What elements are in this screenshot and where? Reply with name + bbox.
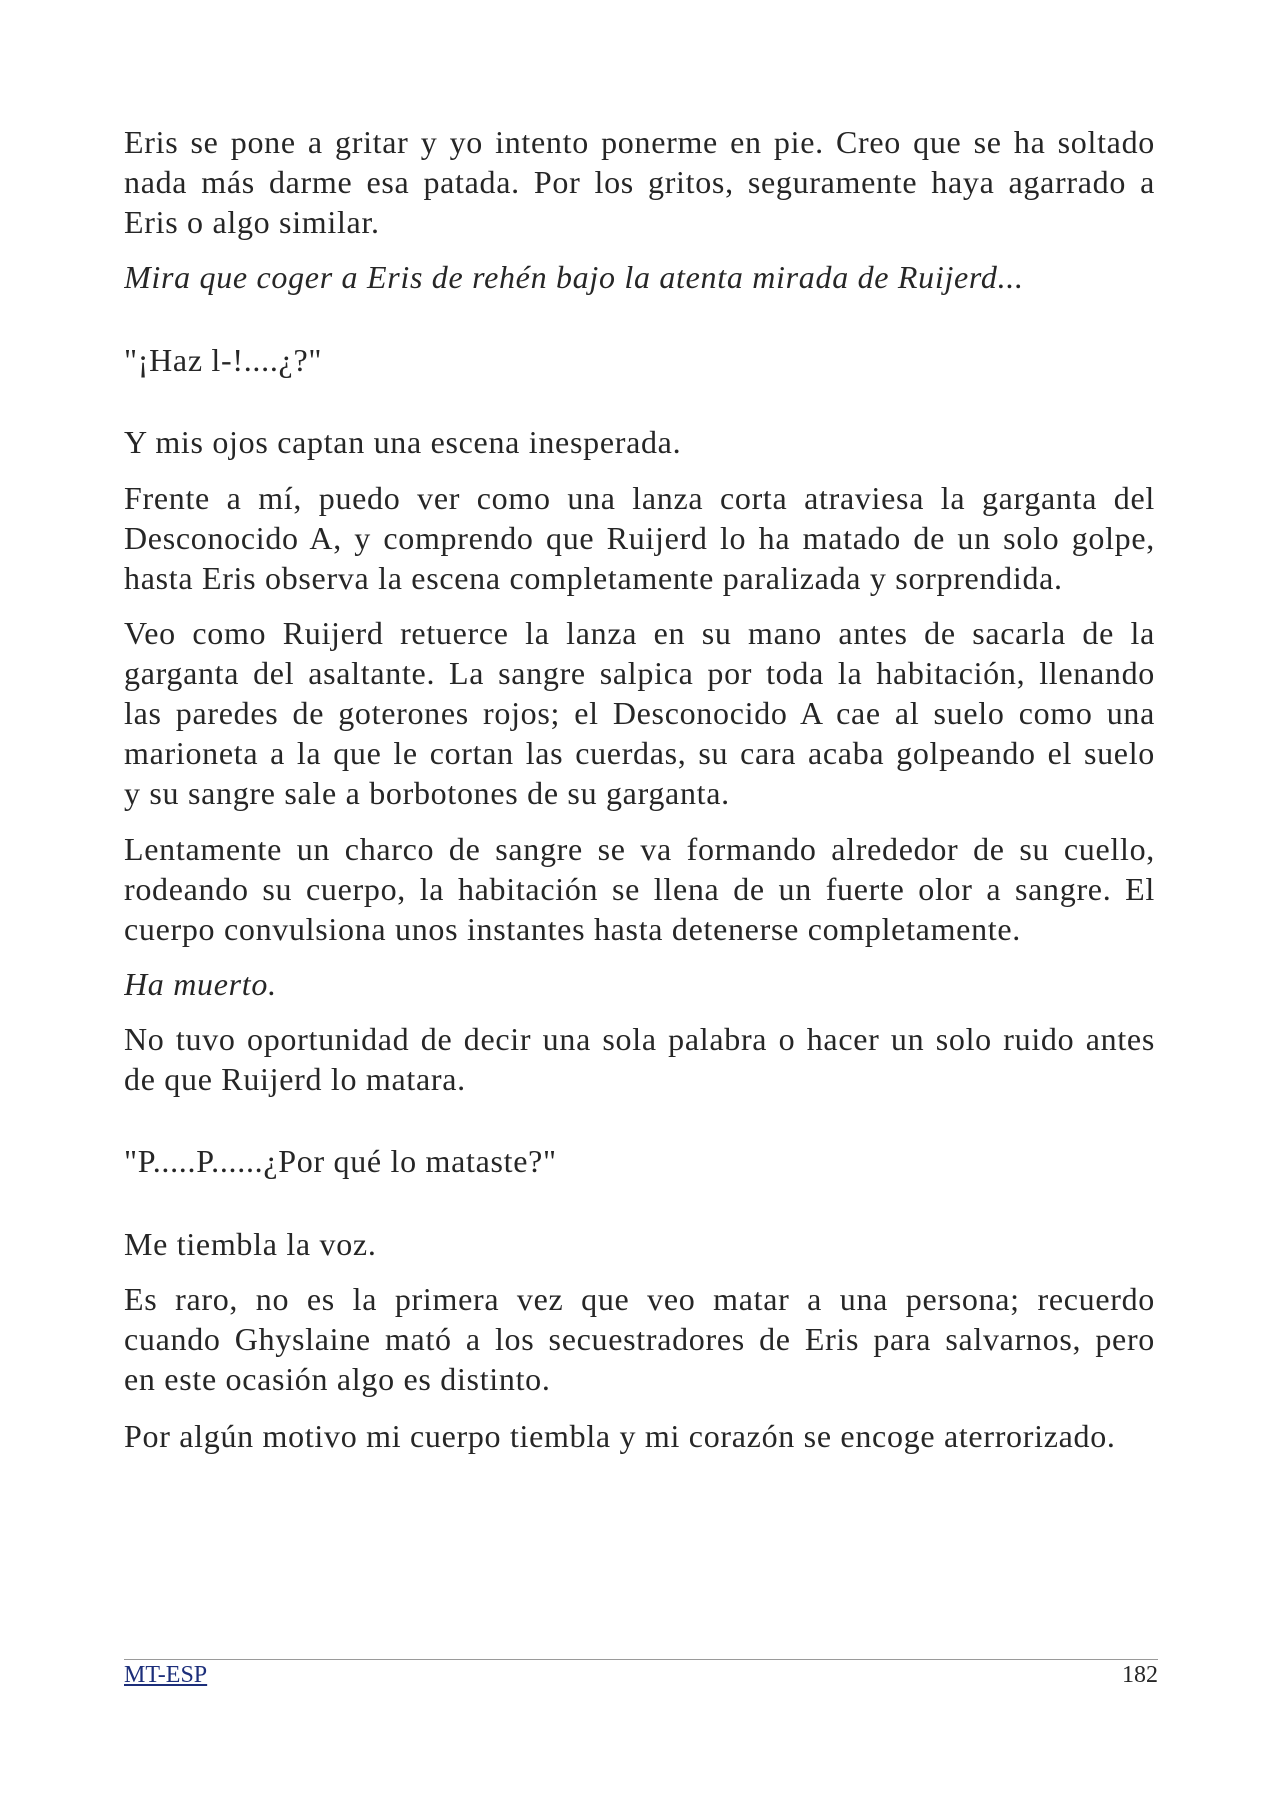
paragraph	[124, 1224, 1155, 1264]
text-line: en este ocasión algo es distinto.	[124, 1361, 551, 1397]
text-line: garganta del asaltante. La sangre salpica por toda la habitación, llenando	[124, 655, 1155, 691]
paragraph	[124, 1019, 1155, 1099]
text-line: No tuvo oportunidad de decir una sola palabra o hacer un solo ruido antes	[124, 1021, 1155, 1057]
footer-rule	[124, 1659, 1158, 1660]
dialogue-line	[124, 340, 1155, 380]
paragraph	[124, 122, 1155, 242]
text-line: Me tiembla la voz.	[124, 1226, 377, 1262]
paragraph	[124, 1279, 1155, 1399]
text-line: Veo como Ruijerd retuerce la lanza en su mano antes de sacarla de la	[124, 615, 1155, 651]
text-line: Es raro, no es la primera vez que veo matar a una persona; recuerdo	[124, 1281, 1155, 1317]
paragraph	[124, 478, 1155, 598]
text-line: Eris o algo similar.	[124, 204, 380, 240]
text-line: rodeando su cuerpo, la habitación se llena de un fuerte olor a sangre. El	[124, 871, 1155, 907]
paragraph	[124, 1416, 1155, 1456]
text-line: "P.....P......¿Por qué lo mataste?"	[124, 1143, 557, 1179]
text-line: y su sangre sale a borbotones de su garganta.	[124, 775, 730, 811]
text-line: Mira que coger a Eris de rehén bajo la atenta mirada de Ruijerd...	[124, 259, 1024, 295]
text-line: Por algún motivo mi cuerpo tiembla y mi corazón se encoge aterrorizado.	[124, 1418, 1116, 1454]
text-line: las paredes de goterones rojos; el Desconocido A cae al suelo como una	[124, 695, 1155, 731]
text-line: nada más darme esa patada. Por los gritos, seguramente haya agarrado a	[124, 164, 1155, 200]
italic-thought	[124, 964, 1155, 1004]
text-line: Desconocido A, y comprendo que Ruijerd lo ha matado de un solo golpe,	[124, 520, 1155, 556]
text-line: Lentamente un charco de sangre se va formando alrededor de su cuello,	[124, 831, 1155, 867]
text-line: marioneta a la que le cortan las cuerdas, su cara acaba golpeando el suelo	[124, 735, 1155, 771]
text-line: Ha muerto.	[124, 966, 277, 1002]
footer-source-link[interactable]: MT-ESP	[124, 1662, 208, 1688]
text-line: hasta Eris observa la escena completamente paralizada y sorprendida.	[124, 560, 1063, 596]
text-line: cuerpo convulsiona unos instantes hasta detenerse completamente.	[124, 911, 1021, 947]
italic-thought	[124, 257, 1155, 297]
text-line: de que Ruijerd lo matara.	[124, 1061, 466, 1097]
text-line: Y mis ojos captan una escena inesperada.	[124, 424, 682, 460]
page-number: 182	[1122, 1662, 1158, 1688]
paragraph	[124, 422, 1155, 462]
paragraph	[124, 613, 1155, 813]
text-line: cuando Ghyslaine mató a los secuestradores de Eris para salvarnos, pero	[124, 1321, 1155, 1357]
text-line: Frente a mí, puedo ver como una lanza corta atraviesa la garganta del	[124, 480, 1155, 516]
paragraph	[124, 829, 1155, 949]
dialogue-line	[124, 1141, 1155, 1181]
text-line: Eris se pone a gritar y yo intento ponerme en pie. Creo que se ha soltado	[124, 124, 1155, 160]
text-line: "¡Haz l-!....¿?"	[124, 342, 323, 378]
